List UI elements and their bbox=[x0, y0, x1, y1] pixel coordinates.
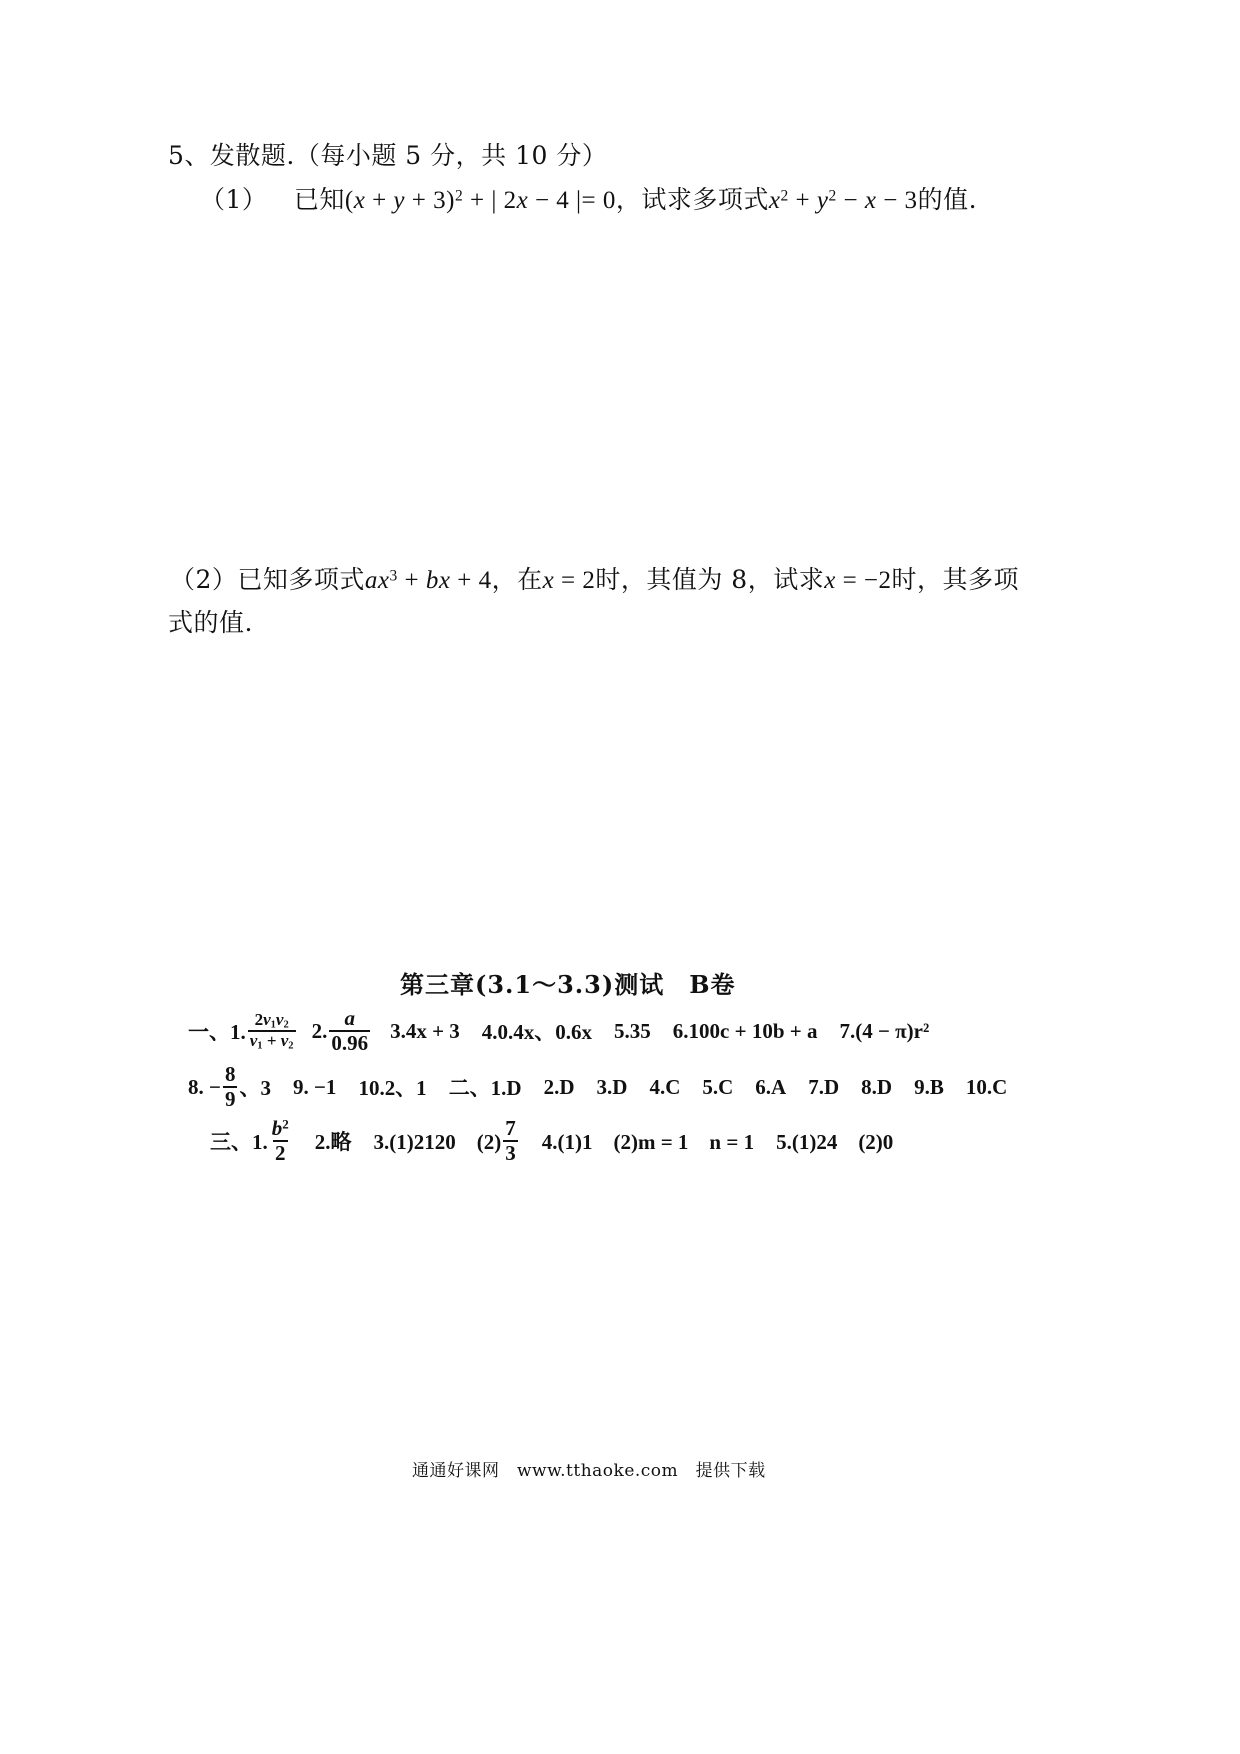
section-3-answer-4: 4.(1)1 (2)m = 1 n = 1 bbox=[541, 1130, 755, 1154]
section-2-answer-10: 10.C bbox=[965, 1074, 1008, 1099]
question-2-text-b: ，在 bbox=[491, 565, 543, 594]
question-2-polynomial: $ax^3$ + bx + 4 bbox=[364, 567, 492, 594]
question-2-text-a: （2）已知多项式 bbox=[170, 565, 365, 594]
section-2-answer-2: 2.D bbox=[543, 1074, 575, 1099]
question-2-line-1 bbox=[170, 560, 1019, 596]
question-2-text-d: 时，其多项 bbox=[891, 565, 1020, 594]
section-3-answer-1-label: 三、1. bbox=[210, 1130, 268, 1154]
section-2-answer-5: 5.C bbox=[702, 1074, 734, 1099]
answer-8-fraction: $\frac{8}{9}$ bbox=[224, 1061, 236, 1111]
section-3-answer-1-fraction: $\frac{b^2}{2}$ bbox=[271, 1115, 289, 1165]
answer-10: 10.2、1 bbox=[358, 1076, 427, 1100]
answer-8-tail: 、3 bbox=[239, 1076, 271, 1100]
answer-1-label: 一、1. bbox=[188, 1020, 246, 1044]
question-1-condition: $(x + y + 3)^2$ + | 2x − 4 |= 0 bbox=[344, 187, 616, 214]
answer-8-label: 8. − bbox=[188, 1074, 221, 1099]
section-2-answer-6: 6.A bbox=[755, 1074, 787, 1099]
answer-7: 7.(4 − π)r² bbox=[839, 1018, 930, 1043]
answer-3: 3.4x + 3 bbox=[390, 1018, 460, 1043]
section-2-answer-4: 4.C bbox=[649, 1074, 681, 1099]
question-1-prefix: （1） bbox=[200, 185, 268, 214]
section-heading: 5、发散题.（每小题 5 分，共 10 分） bbox=[168, 141, 608, 170]
answers-row-2 bbox=[188, 1058, 1007, 1116]
answer-6: 6.100c + 10b + a bbox=[672, 1018, 818, 1043]
question-2-x-value-2: x = −2 bbox=[824, 567, 892, 594]
question-2-text-c: 时，其值为 8，试求 bbox=[595, 565, 825, 594]
section-2-answer-1: 二、1.D bbox=[448, 1076, 522, 1100]
question-1-text-a: 已知 bbox=[293, 185, 345, 214]
question-1-text-c: 的值. bbox=[917, 185, 978, 214]
answer-2-fraction: $\frac{a}{0.96}$ bbox=[331, 1005, 369, 1055]
section-3-answer-3: 3.(1)2120 (2) bbox=[373, 1130, 502, 1154]
section-3-answer-5: 5.(1)24 (2)0 bbox=[776, 1130, 894, 1154]
question-1 bbox=[200, 180, 977, 216]
section-3-answer-2: 2.略 bbox=[314, 1130, 352, 1154]
section-2-answer-9: 9.B bbox=[914, 1074, 944, 1099]
question-2-line-2: 式的值. bbox=[168, 608, 253, 637]
question-1-text-b: ，试求多项式 bbox=[615, 185, 769, 214]
page-footer: 通通好课网 www.tthaoke.com 提供下载 bbox=[412, 1461, 766, 1481]
section-2-answer-8: 8.D bbox=[861, 1074, 893, 1099]
answer-5: 5.35 bbox=[614, 1018, 651, 1043]
question-2-x-value-1: x = 2 bbox=[542, 567, 596, 594]
answers-row-3 bbox=[210, 1112, 893, 1170]
answers-row-1 bbox=[188, 1002, 929, 1060]
answers-title: 第三章(3.1～3.3)测试 B卷 bbox=[400, 970, 736, 999]
answer-9: 9. −1 bbox=[292, 1074, 337, 1099]
answer-1-fraction: $\frac{2v_1v_2}{v_1 + v_2}$ bbox=[249, 1010, 294, 1052]
section-2-answer-7: 7.D bbox=[808, 1074, 840, 1099]
answer-4: 4.0.4x、0.6x bbox=[481, 1020, 593, 1044]
section-3-answer-3-fraction: $\frac{7}{3}$ bbox=[505, 1115, 516, 1165]
section-2-answer-3: 3.D bbox=[596, 1074, 628, 1099]
answer-2-label: 2. bbox=[311, 1018, 328, 1043]
question-1-polynomial: $x^2 + y^2 - x - 3$ bbox=[768, 187, 918, 214]
